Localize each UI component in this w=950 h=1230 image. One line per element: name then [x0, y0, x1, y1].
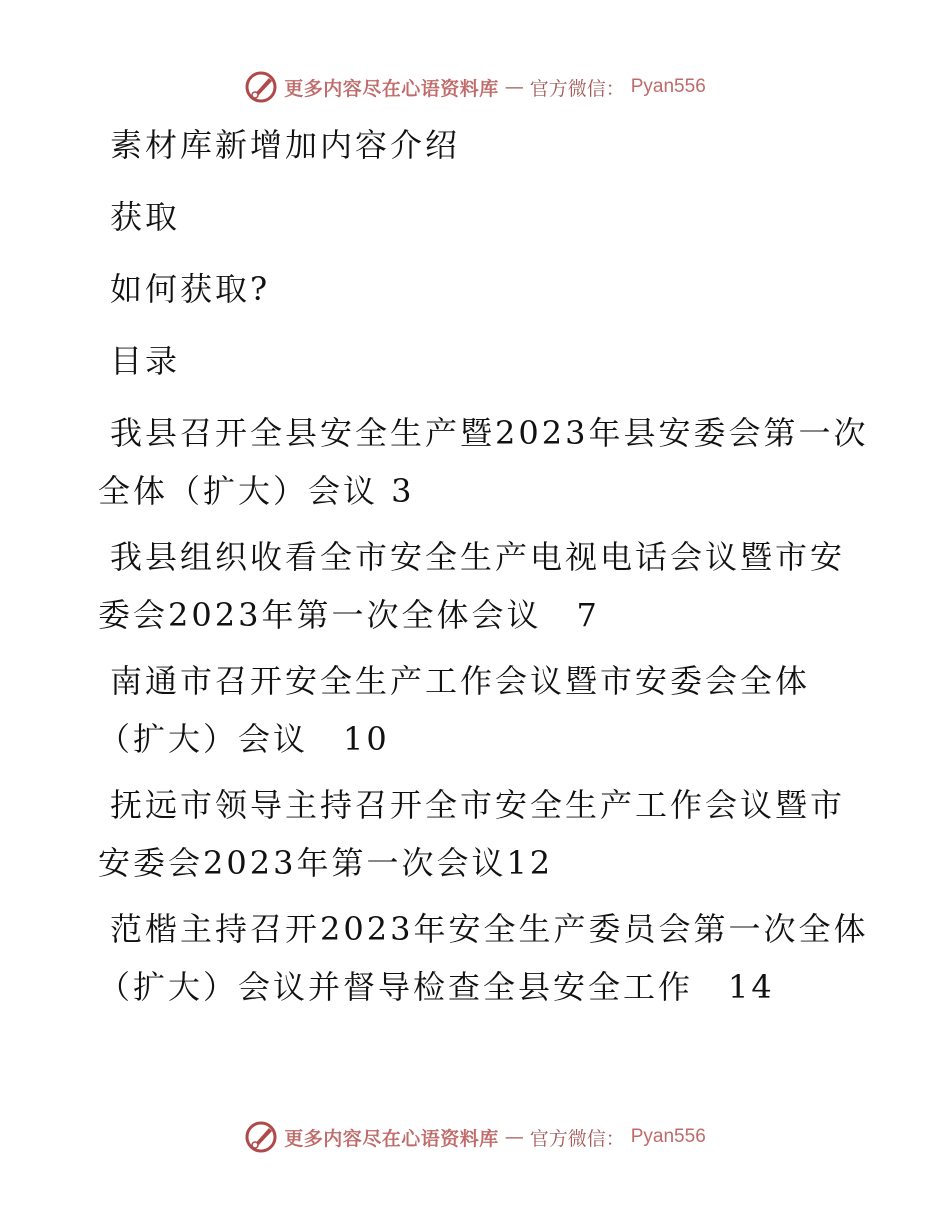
heading-get: 获取 [110, 198, 181, 236]
toc-entry-line: 安委会2023年第一次会议12 [98, 844, 554, 882]
toc-entry [98, 780, 858, 888]
watermark-dash: — [504, 76, 524, 98]
toc-entry-line: 南通市召开安全生产工作会议暨市安委会全体 [110, 662, 811, 700]
watermark-label: 官方微信： [529, 77, 625, 100]
brush-logo-icon [244, 1120, 278, 1154]
watermark-bottom [0, 1120, 950, 1154]
toc-entry [98, 408, 869, 516]
document-body [98, 120, 869, 1028]
toc-entry [98, 532, 858, 640]
heading-contents: 目录 [110, 342, 181, 380]
watermark-dash: — [504, 1126, 524, 1148]
toc-entry [98, 904, 869, 1012]
watermark-id: Pyan556 [630, 1126, 706, 1147]
watermark-title: 更多内容尽在心语资料库 [284, 1127, 499, 1150]
watermark-top [0, 70, 950, 104]
toc-entry-line: （扩大）会议 10 [98, 720, 390, 758]
toc-entry [98, 656, 858, 764]
toc-entry-line: 委会2023年第一次全体会议 7 [98, 596, 600, 634]
brush-logo-icon [244, 70, 278, 104]
toc-entry-line: 全体（扩大）会议 3 [98, 472, 415, 510]
toc-entry-line: 我县召开全县安全生产暨2023年县安委会第一次 [110, 414, 869, 452]
heading-how-to-get: 如何获取? [110, 270, 271, 308]
heading-intro: 素材库新增加内容介绍 [110, 126, 461, 164]
watermark-title: 更多内容尽在心语资料库 [284, 77, 499, 100]
toc-entry-line: （扩大）会议并督导检查全县安全工作 14 [98, 968, 775, 1006]
toc-entry-line: 抚远市领导主持召开全市安全生产工作会议暨市 [110, 786, 846, 824]
watermark-label: 官方微信： [529, 1127, 625, 1150]
toc-entry-line: 我县组织收看全市安全生产电视电话会议暨市安 [110, 538, 846, 576]
watermark-id: Pyan556 [630, 76, 706, 97]
toc-entry-line: 范楷主持召开2023年安全生产委员会第一次全体 [110, 910, 869, 948]
